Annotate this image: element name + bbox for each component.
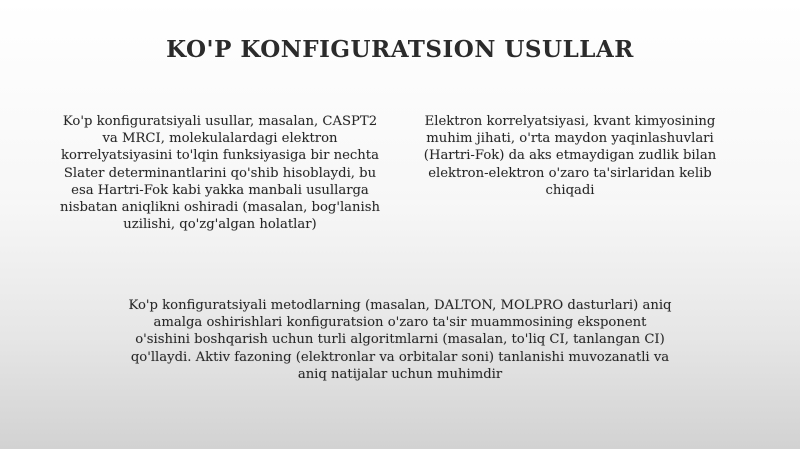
bottom-text-block: Ko'p konfiguratsiyali metodlarning (masalan, DALTON, MOLPRO dasturlari) aniq amalga oshirishlari konfiguratsion o'zaro ta'sir muammosining eksponent o'sishini boshqarish uchun turli algoritmlarni (masalan, to'liq CI, tanlangan CI) qo'llaydi. Aktiv fazoning (elektronlar va orbitalar soni) tanlanishi muvozanatli va aniq natijalar uchun muhimdir: [128, 298, 672, 382]
slide-title: KO'P KONFIGURATSION USULLAR: [166, 36, 634, 63]
left-text-block: Ko'p konfiguratsiyali usullar, masalan, CASPT2 va MRCI, molekulalardagi elektron korrelyatsiyasini to'lqin funksiyasiga bir nechta Slater determinantlarini qo'shib hisoblaydi, bu esa Hartri-Fok kabi yakka manbali usullarga nisbatan aniqlikni oshiradi (masalan, bog'lanish uzilishi, qo'zg'algan holatlar): [60, 114, 381, 233]
right-text-block: Elektron korrelyatsiyasi, kvant kimyosining muhim jihati, o'rta maydon yaqinlashuvlari (Hartri-Fok) da aks etmaydigan zudlik bilan elektron-elektron o'zaro ta'sirlaridan kelib chiqadi: [423, 114, 717, 198]
